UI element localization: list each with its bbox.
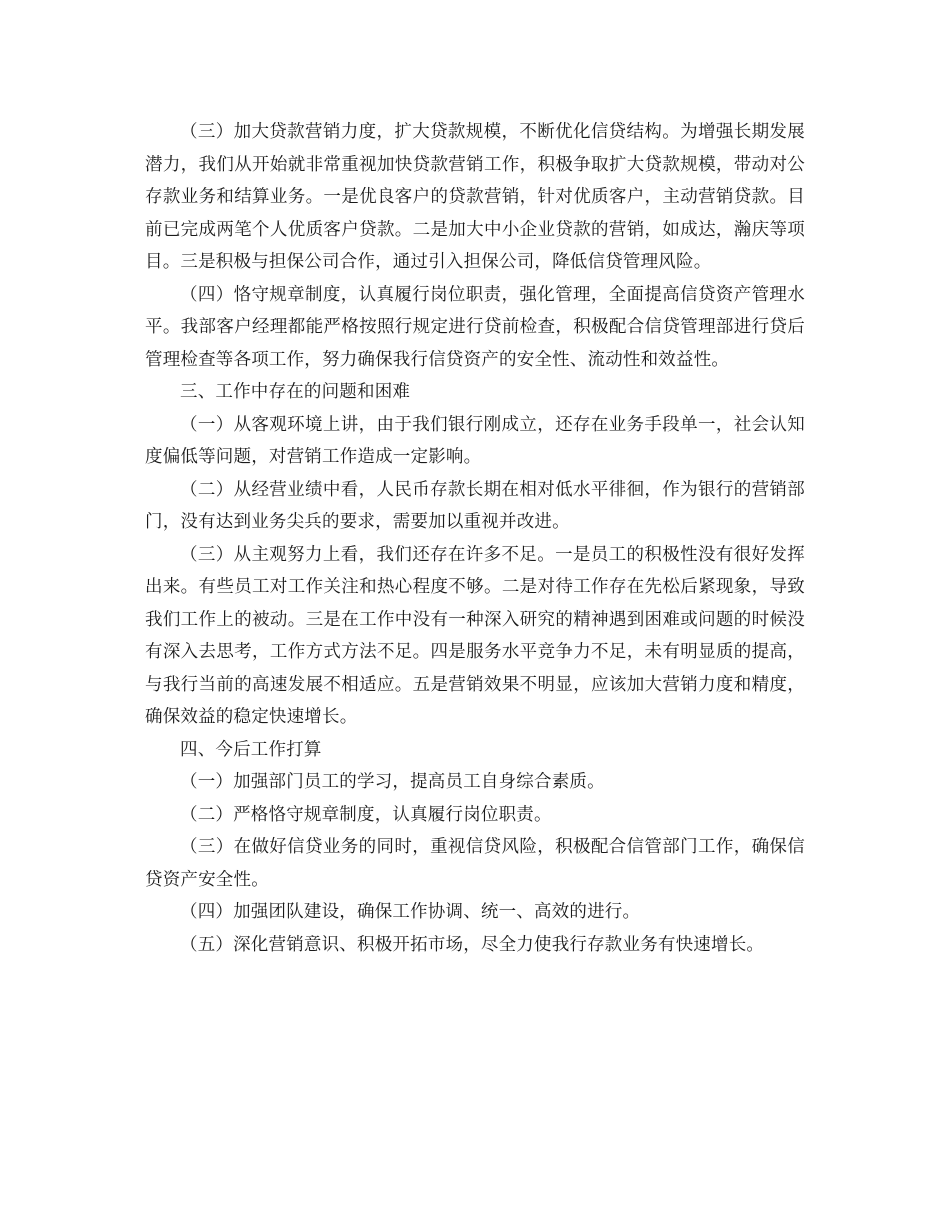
paragraph-objective-environment: （一）从客观环境上讲，由于我们银行刚成立，还存在业务手段单一，社会认知度偏低等问题，对营销工作造成一定影响。 xyxy=(145,414,805,467)
paragraph-plan-team: （四）加强团队建设，确保工作协调、统一、高效的进行。 xyxy=(180,902,641,922)
paragraph-loan-marketing: （三）加大贷款营销力度，扩大贷款规模，不断优化信贷结构。为增强长期发展潜力，我们从开始就非常重视加快贷款营销工作，积极争取扩大贷款规模，带动对公存款业务和结算业务。一是优良客户的贷款营销，针对优质客户，主动营销贷款。目前已完成两笔个人优质客户贷款。二是加大中小企业贷款的营销，如成达，瀚庆等项目。三是积极与担保公司合作，通过引入担保公司，降低信贷管理风险。 xyxy=(145,122,805,272)
paragraph-plan-credit-risk: （三）在做好信贷业务的同时，重视信贷风险，积极配合信管部门工作，确保信贷资产安全性。 xyxy=(145,837,805,890)
section-heading-problems: 三、工作中存在的问题和困难 xyxy=(180,382,411,402)
paragraph-credit-management: （四）恪守规章制度，认真履行岗位职责，强化管理，全面提高信贷资产管理水平。我部客户经理都能严格按照行规定进行贷前检查，积极配合信贷管理部进行贷后管理检查等各项工作，努力确保我行信贷资产的安全性、流动性和效益性。 xyxy=(145,284,805,370)
document-body xyxy=(145,116,805,961)
paragraph-plan-learning: （一）加强部门员工的学习，提高员工自身综合素质。 xyxy=(180,772,605,792)
section-heading-future-plans: 四、今后工作打算 xyxy=(180,739,322,760)
paragraph-plan-marketing: （五）深化营销意识、积极开拓市场，尽全力使我行存款业务有快速增长。 xyxy=(180,934,765,955)
paragraph-subjective-efforts: （三）从主观努力上看，我们还存在许多不足。一是员工的积极性没有很好发挥出来。有些员工对工作关注和热心程度不够。二是对待工作存在先松后紧现象，导致我们工作上的被动。三是在工作中没有一种深入研究的精神遇到困难或问题的时候没有深入去思考，工作方式方法不足。四是服务水平竞争力不足，未有明显质的提高，与我行当前的高速发展不相适应。五是营销效果不明显，应该加大营销力度和精度，确保效益的稳定快速增长。 xyxy=(145,544,805,727)
paragraph-plan-rules: （二）严格恪守规章制度，认真履行岗位职责。 xyxy=(180,804,552,825)
paragraph-business-performance: （二）从经营业绩中看，人民币存款长期在相对低水平徘徊，作为银行的营销部门，没有达到业务尖兵的要求，需要加以重视并改进。 xyxy=(145,479,805,532)
